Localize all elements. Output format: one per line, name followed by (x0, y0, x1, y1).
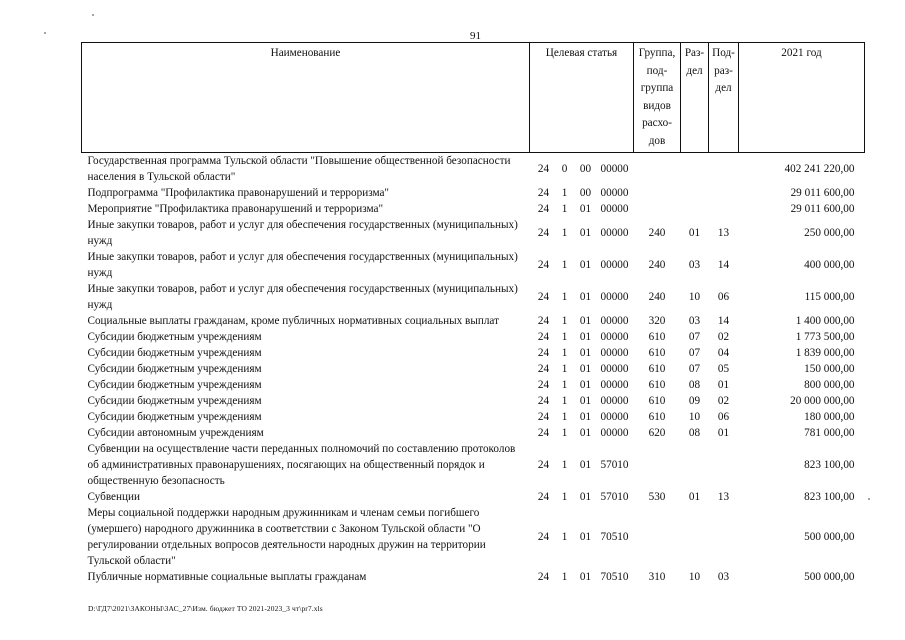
target-code-part: 24 (537, 571, 550, 583)
cell-subsection: 06 (717, 411, 730, 423)
table-row (82, 201, 865, 217)
cell-subsection: 02 (717, 395, 730, 407)
cell-amount: 29 011 600,00 (790, 187, 855, 199)
cell-expense-group: 610 (648, 411, 666, 423)
cell-name: Субсидии автономным учреждениям (87, 427, 264, 439)
cell-name: Субсидии бюджетным учреждениям (87, 363, 262, 375)
table-row (82, 489, 865, 505)
page-number: 91 (470, 30, 481, 42)
target-code-part: 01 (579, 395, 592, 407)
cell-subsection (709, 185, 739, 201)
target-code-part: 1 (561, 203, 568, 215)
target-code-part: 24 (537, 291, 550, 303)
cell-subsection: 03 (717, 571, 730, 583)
cell-expense-group: 610 (648, 379, 666, 391)
target-code-part: 24 (537, 187, 550, 199)
cell-section: 08 (688, 427, 701, 439)
cell-target-article (530, 313, 634, 329)
target-code-part: 57010 (600, 459, 629, 471)
cell-target-article (530, 281, 634, 313)
cell-amount: 250 000,00 (804, 227, 855, 239)
target-code-part: 1 (561, 259, 568, 271)
target-code-part: 24 (537, 491, 550, 503)
cell-subsection: 14 (717, 315, 730, 327)
cell-target-article (530, 441, 634, 489)
table-row (82, 361, 865, 377)
cell-section: 08 (688, 379, 701, 391)
target-code-part: 1 (561, 491, 568, 503)
cell-subsection (709, 441, 739, 489)
header-year-amount: 2021 год (739, 43, 865, 153)
target-code-part: 24 (537, 315, 550, 327)
target-code-part: 24 (537, 379, 550, 391)
target-code-part: 24 (537, 203, 550, 215)
target-code-part: 00000 (600, 163, 629, 175)
cell-name: Социальные выплаты гражданам, кроме публичных нормативных социальных выплат (87, 315, 499, 327)
target-code-part: 24 (537, 363, 550, 375)
cell-name: Иные закупки товаров, работ и услуг для обеспечения государственных (муниципальных) нужд (87, 283, 518, 311)
cell-expense-group: 240 (648, 259, 666, 271)
target-code-part: 01 (579, 491, 592, 503)
header-subsection: Под- раз- дел (709, 43, 739, 153)
target-code-part: 01 (579, 427, 592, 439)
table-row (82, 425, 865, 441)
cell-amount: 180 000,00 (804, 411, 855, 423)
target-code-part: 1 (561, 379, 568, 391)
cell-amount: 823 100,00 (804, 491, 855, 503)
target-code-part: 01 (579, 363, 592, 375)
header-name: Наименование (82, 43, 530, 153)
table-row (82, 281, 865, 313)
cell-expense-group: 610 (648, 363, 666, 375)
cell-target-article (530, 153, 634, 186)
target-code-part: 1 (561, 227, 568, 239)
cell-target-article (530, 201, 634, 217)
table-header-row (82, 43, 865, 153)
target-code-part: 00000 (600, 227, 629, 239)
target-code-part: 24 (537, 427, 550, 439)
cell-name: Субсидии бюджетным учреждениям (87, 331, 262, 343)
cell-subsection: 01 (717, 427, 730, 439)
cell-subsection: 06 (717, 291, 730, 303)
scan-speck (868, 498, 870, 500)
cell-amount: 1 773 500,00 (795, 331, 855, 343)
cell-name: Меры социальной поддержки народным дружинникам и членам семьи погибшего (умершего) народного дружинника в соответствии с Законом Тульской области "О регулировании отдельных вопросов деятельности народных дружин на территории Тульской области" (87, 507, 486, 567)
cell-section (681, 185, 709, 201)
cell-section (681, 441, 709, 489)
table-row (82, 217, 865, 249)
target-code-part: 1 (561, 531, 568, 543)
target-code-part: 01 (579, 571, 592, 583)
target-code-part: 00 (579, 187, 592, 199)
cell-section: 07 (688, 331, 701, 343)
cell-target-article (530, 345, 634, 361)
cell-name: Публичные нормативные социальные выплаты гражданам (87, 571, 367, 583)
target-code-part: 70510 (600, 571, 629, 583)
cell-subsection (709, 505, 739, 569)
header-target-article: Целевая статья (530, 43, 634, 153)
target-code-part: 00000 (600, 411, 629, 423)
cell-subsection: 13 (717, 491, 730, 503)
scan-speck (92, 14, 94, 16)
target-code-part: 1 (561, 427, 568, 439)
target-code-part: 1 (561, 411, 568, 423)
cell-target-article (530, 489, 634, 505)
cell-name: Иные закупки товаров, работ и услуг для обеспечения государственных (муниципальных) нужд (87, 219, 518, 247)
cell-amount: 781 000,00 (804, 427, 855, 439)
cell-subsection: 01 (717, 379, 730, 391)
target-code-part: 01 (579, 227, 592, 239)
table-row (82, 345, 865, 361)
cell-amount: 1 400 000,00 (795, 315, 855, 327)
target-code-part: 24 (537, 331, 550, 343)
cell-section: 07 (688, 347, 701, 359)
cell-target-article (530, 185, 634, 201)
target-code-part: 01 (579, 259, 592, 271)
cell-subsection: 05 (717, 363, 730, 375)
target-code-part: 01 (579, 291, 592, 303)
cell-expense-group: 610 (648, 331, 666, 343)
header-section: Раз- дел (681, 43, 709, 153)
target-code-part: 1 (561, 363, 568, 375)
target-code-part: 00000 (600, 315, 629, 327)
cell-amount: 20 000 000,00 (790, 395, 855, 407)
cell-name: Иные закупки товаров, работ и услуг для обеспечения государственных (муниципальных) нужд (87, 251, 518, 279)
target-code-part: 00000 (600, 291, 629, 303)
target-code-part: 24 (537, 259, 550, 271)
cell-section (681, 201, 709, 217)
cell-subsection: 14 (717, 259, 730, 271)
target-code-part: 00000 (600, 395, 629, 407)
target-code-part: 24 (537, 347, 550, 359)
cell-amount: 500 000,00 (804, 531, 855, 543)
cell-amount: 823 100,00 (804, 459, 855, 471)
cell-amount: 800 000,00 (804, 379, 855, 391)
target-code-part: 01 (579, 531, 592, 543)
cell-expense-group: 320 (648, 315, 666, 327)
target-code-part: 1 (561, 395, 568, 407)
cell-section: 09 (688, 395, 701, 407)
cell-target-article (530, 409, 634, 425)
cell-name: Мероприятие "Профилактика правонарушений и терроризма" (87, 203, 384, 215)
target-code-part: 1 (561, 291, 568, 303)
cell-expense-group: 310 (648, 571, 666, 583)
cell-amount: 1 839 000,00 (795, 347, 855, 359)
cell-target-article (530, 217, 634, 249)
budget-table (81, 42, 865, 585)
cell-name: Субсидии бюджетным учреждениям (87, 411, 262, 423)
cell-amount: 115 000,00 (804, 291, 855, 303)
cell-expense-group: 610 (648, 395, 666, 407)
target-code-part: 00000 (600, 203, 629, 215)
table-row (82, 409, 865, 425)
file-path-footer: D:\ГД7\2021\ЗАКОНЫ\ЗАС_27\Изм. бюджет ТО 2021-2023_3 чт\pr7.xls (88, 604, 323, 613)
cell-amount: 29 011 600,00 (790, 203, 855, 215)
target-code-part: 00000 (600, 187, 629, 199)
target-code-part: 01 (579, 331, 592, 343)
table-row (82, 313, 865, 329)
target-code-part: 24 (537, 163, 550, 175)
header-expense-group: Группа, под- группа видов расхо- дов (634, 43, 681, 153)
cell-section: 10 (688, 571, 701, 583)
table-row (82, 505, 865, 569)
cell-section: 03 (688, 259, 701, 271)
cell-expense-group: 240 (648, 291, 666, 303)
target-code-part: 24 (537, 531, 550, 543)
table-row (82, 185, 865, 201)
cell-section: 03 (688, 315, 701, 327)
target-code-part: 00000 (600, 363, 629, 375)
target-code-part: 24 (537, 227, 550, 239)
cell-name: Государственная программа Тульской области "Повышение общественной безопасности населения в Тульской области" (87, 155, 511, 183)
cell-section: 10 (688, 411, 701, 423)
target-code-part: 01 (579, 315, 592, 327)
cell-target-article (530, 361, 634, 377)
cell-expense-group (634, 441, 681, 489)
table-row (82, 569, 865, 585)
cell-target-article (530, 425, 634, 441)
target-code-part: 00000 (600, 347, 629, 359)
target-code-part: 01 (579, 347, 592, 359)
target-code-part: 00000 (600, 259, 629, 271)
cell-section: 01 (688, 491, 701, 503)
target-code-part: 00000 (600, 379, 629, 391)
cell-section (681, 505, 709, 569)
target-code-part: 00000 (600, 331, 629, 343)
cell-name: Субсидии бюджетным учреждениям (87, 395, 262, 407)
cell-target-article (530, 505, 634, 569)
target-code-part: 1 (561, 347, 568, 359)
target-code-part: 01 (579, 411, 592, 423)
cell-name: Субсидии бюджетным учреждениям (87, 379, 262, 391)
target-code-part: 01 (579, 379, 592, 391)
table-body (82, 153, 865, 586)
target-code-part: 24 (537, 411, 550, 423)
cell-amount: 400 000,00 (804, 259, 855, 271)
target-code-part: 70510 (600, 531, 629, 543)
cell-section: 10 (688, 291, 701, 303)
cell-section (681, 153, 709, 186)
cell-target-article (530, 377, 634, 393)
cell-amount: 500 000,00 (804, 571, 855, 583)
cell-subsection: 02 (717, 331, 730, 343)
table-row (82, 329, 865, 345)
target-code-part: 24 (537, 459, 550, 471)
target-code-part: 1 (561, 315, 568, 327)
target-code-part: 0 (561, 163, 568, 175)
cell-target-article (530, 569, 634, 585)
target-code-part: 1 (561, 187, 568, 199)
target-code-part: 00 (579, 163, 592, 175)
cell-subsection (709, 153, 739, 186)
table-row (82, 153, 865, 186)
cell-expense-group (634, 185, 681, 201)
cell-name: Подпрограмма "Профилактика правонарушений и терроризма" (87, 187, 389, 199)
cell-target-article (530, 393, 634, 409)
target-code-part: 1 (561, 571, 568, 583)
target-code-part: 01 (579, 203, 592, 215)
target-code-part: 57010 (600, 491, 629, 503)
scan-speck (44, 32, 46, 34)
cell-expense-group: 240 (648, 227, 666, 239)
cell-subsection: 04 (717, 347, 730, 359)
target-code-part: 00000 (600, 427, 629, 439)
cell-target-article (530, 329, 634, 345)
cell-amount: 402 241 220,00 (784, 163, 855, 175)
cell-name: Субсидии бюджетным учреждениям (87, 347, 262, 359)
cell-expense-group: 610 (648, 347, 666, 359)
target-code-part: 01 (579, 459, 592, 471)
table-row (82, 249, 865, 281)
table-row (82, 377, 865, 393)
cell-section: 01 (688, 227, 701, 239)
cell-amount: 150 000,00 (804, 363, 855, 375)
cell-name: Субвенции (87, 491, 140, 503)
cell-section: 07 (688, 363, 701, 375)
cell-expense-group (634, 201, 681, 217)
cell-name: Субвенции на осуществление части переданных полномочий по составлению протоколов об административных правонарушениях, посягающих на общественный порядок и общественную безопасность (87, 443, 516, 487)
cell-subsection: 13 (717, 227, 730, 239)
target-code-part: 24 (537, 395, 550, 407)
target-code-part: 1 (561, 459, 568, 471)
cell-expense-group: 620 (648, 427, 666, 439)
table-row (82, 393, 865, 409)
table-row (82, 441, 865, 489)
cell-target-article (530, 249, 634, 281)
cell-expense-group: 530 (648, 491, 666, 503)
cell-expense-group (634, 153, 681, 186)
cell-expense-group (634, 505, 681, 569)
cell-subsection (709, 201, 739, 217)
target-code-part: 1 (561, 331, 568, 343)
